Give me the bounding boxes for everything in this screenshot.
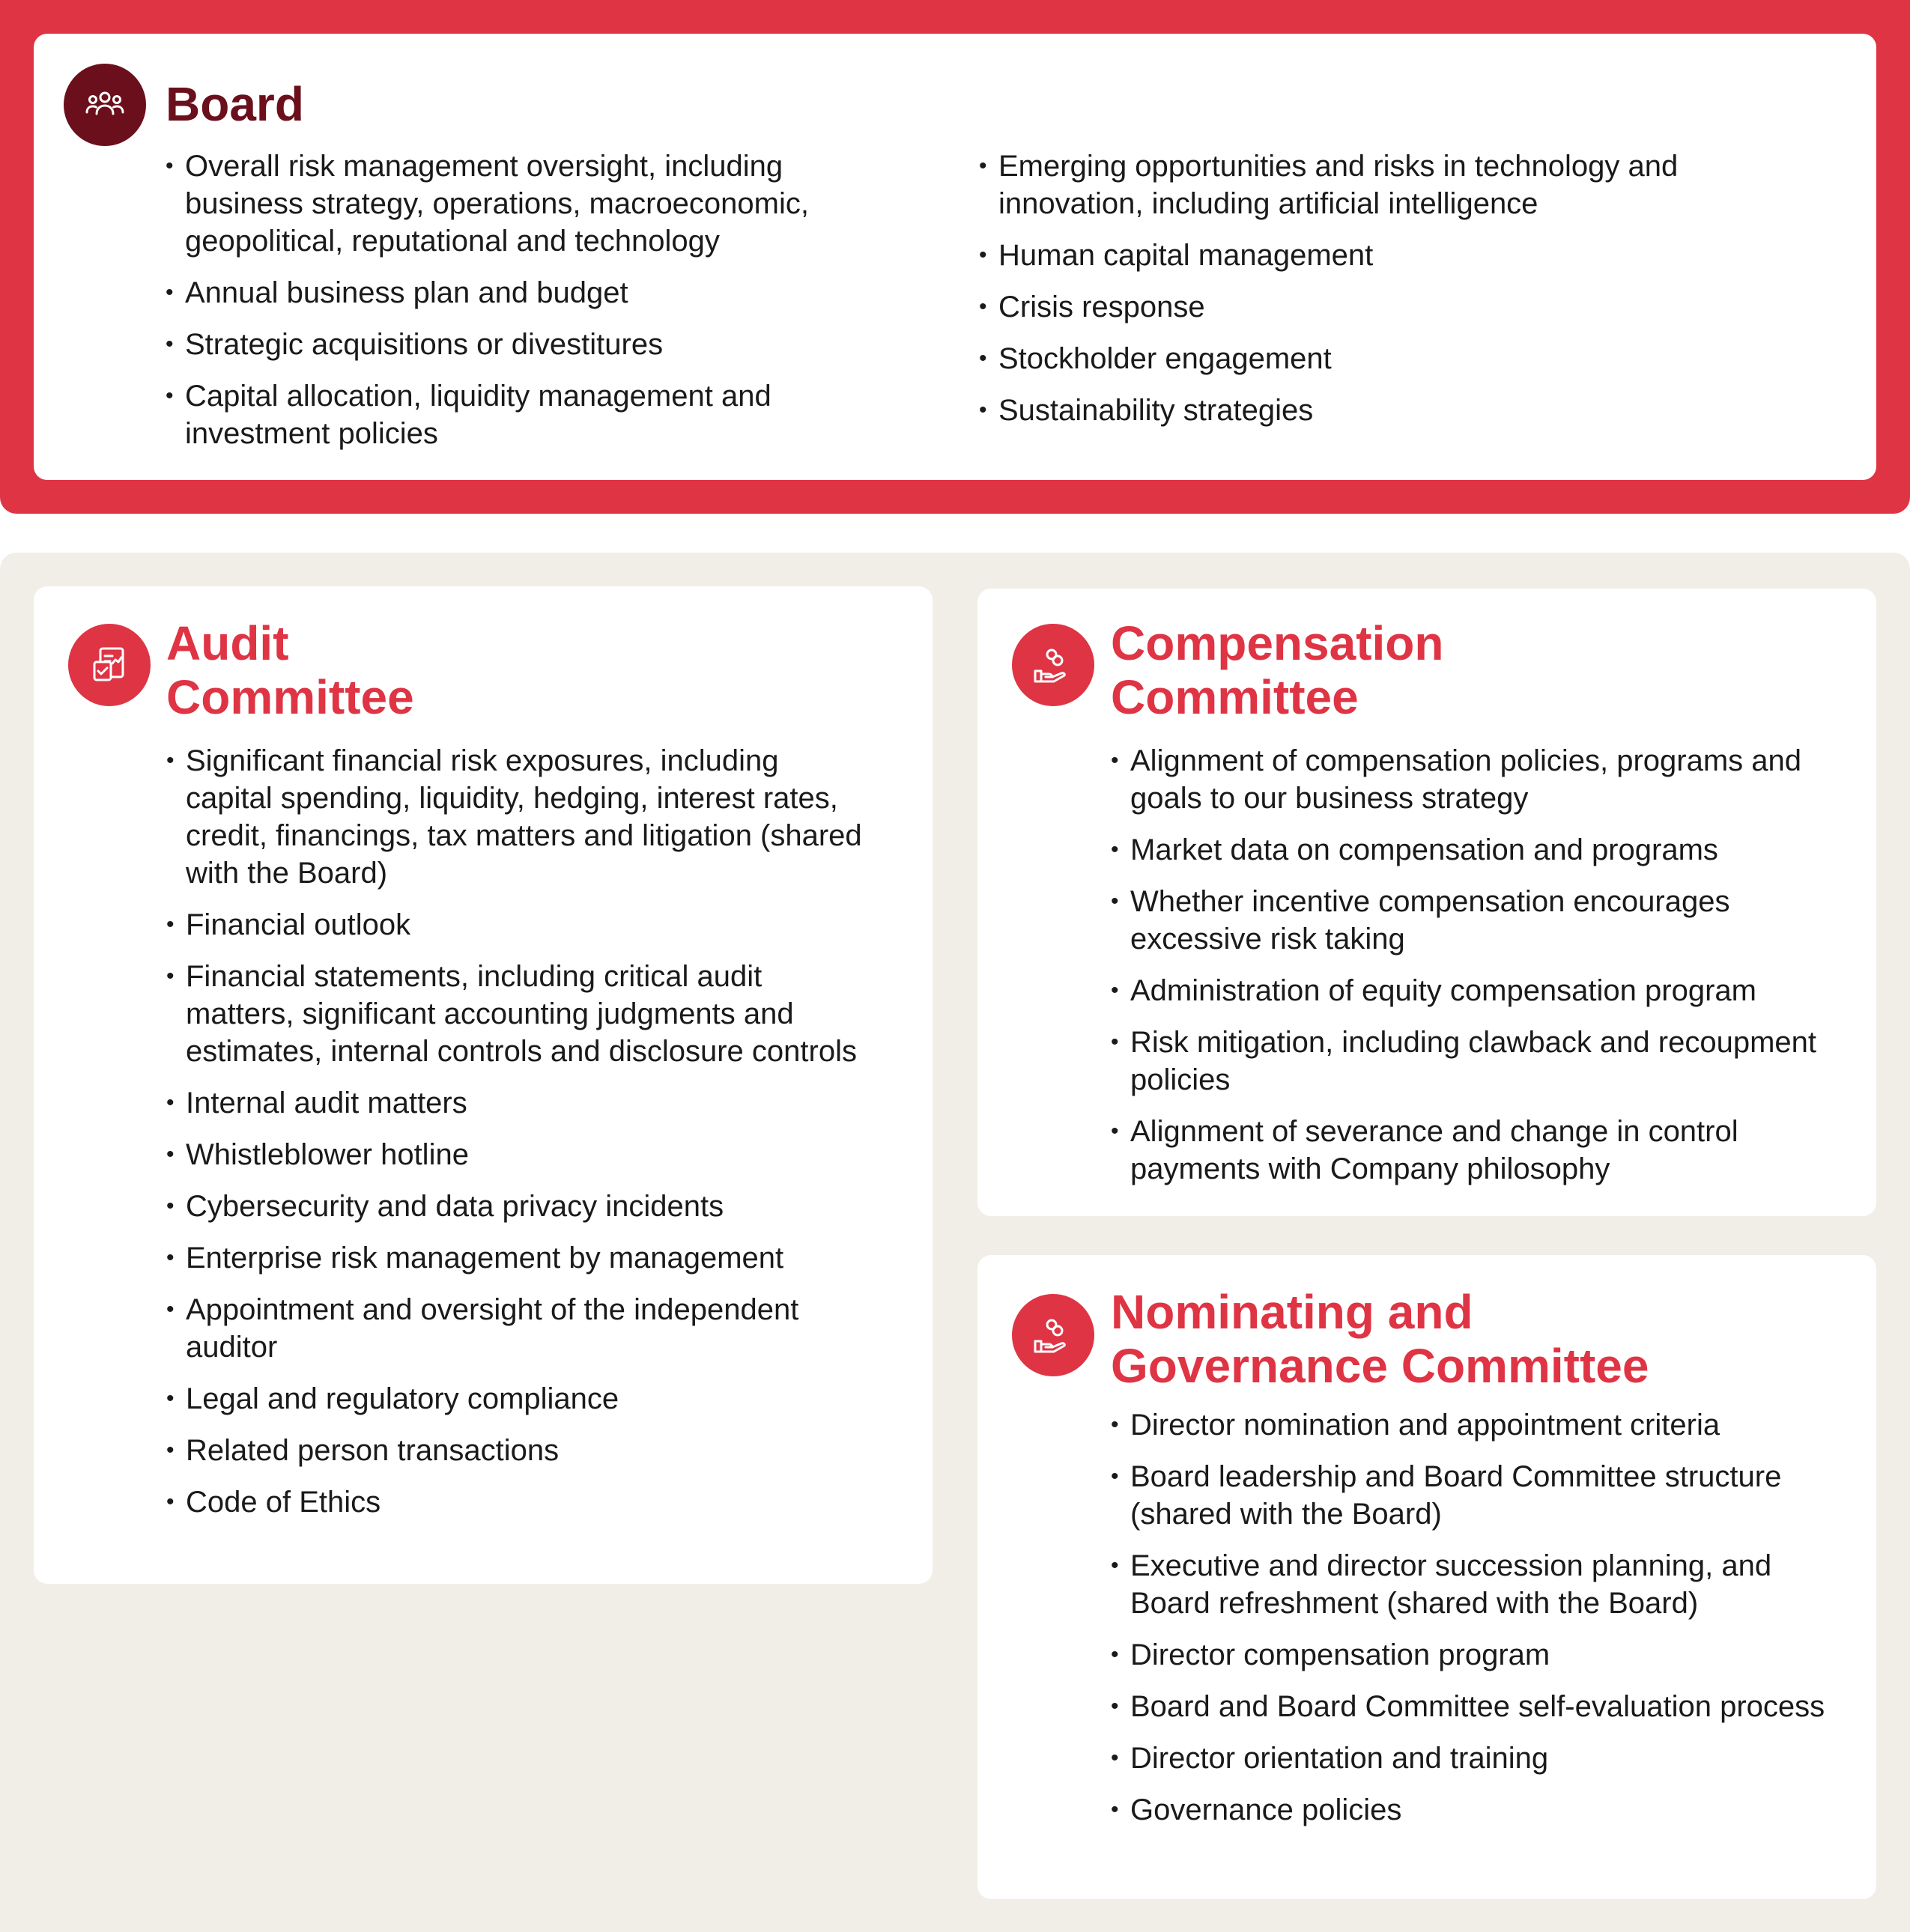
title-line: Audit — [166, 616, 289, 670]
list-item: • Financial statements, including critical audit matters, significant accounting judgments and estimates, internal controls and disclosure controls — [166, 958, 870, 1070]
list-item: • Significant financial risk exposures, including capital spending, liquidity, hedging, interest rates, credit, financings, tax matters and litigation (shared with the Board) — [166, 742, 870, 892]
title-line: Governance Committee — [1111, 1339, 1649, 1393]
list-item: • Cybersecurity and data privacy incidents — [166, 1188, 870, 1225]
list-item: • Administration of equity compensation program — [1111, 972, 1852, 1009]
list-item: • Board leadership and Board Committee structure (shared with the Board) — [1111, 1458, 1852, 1533]
list-item: • Risk mitigation, including clawback and recoupment policies — [1111, 1024, 1852, 1099]
list-item: • Crisis response — [979, 288, 1728, 326]
audit-checklist-icon — [68, 624, 151, 706]
list-item: • Alignment of compensation policies, programs and goals to our business strategy — [1111, 742, 1852, 817]
audit-committee-list — [166, 742, 870, 1535]
list-item: • Executive and director succession planning, and Board refreshment (shared with the Board) — [1111, 1547, 1852, 1622]
list-item: • Whistleblower hotline — [166, 1136, 870, 1173]
list-item: • Emerging opportunities and risks in technology and innovation, including artificial intelligence — [979, 148, 1728, 222]
board-list-left — [166, 148, 885, 467]
title-line: Committee — [166, 670, 414, 724]
board-title: Board — [166, 77, 304, 131]
list-item: • Annual business plan and budget — [166, 274, 885, 312]
nominating-governance-committee-list — [1111, 1406, 1852, 1843]
list-item: • Director compensation program — [1111, 1636, 1852, 1674]
list-item: • Market data on compensation and programs — [1111, 831, 1852, 869]
list-item: • Capital allocation, liquidity management and investment policies — [166, 377, 885, 452]
committees-panel — [0, 553, 1910, 1932]
title-line: Committee — [1111, 670, 1359, 724]
title-line: Nominating and — [1111, 1285, 1473, 1339]
list-item: • Related person transactions — [166, 1432, 870, 1469]
compensation-committee-list — [1111, 742, 1852, 1202]
compensation-committee-title — [1111, 616, 1443, 724]
list-item: • Director orientation and training — [1111, 1740, 1852, 1777]
list-item: • Human capital management — [979, 237, 1728, 274]
nominating-governance-committee-card — [977, 1255, 1876, 1899]
list-item: • Board and Board Committee self-evaluation process — [1111, 1688, 1852, 1725]
list-item: • Stockholder engagement — [979, 340, 1728, 377]
people-group-icon — [64, 64, 146, 146]
list-item: • Alignment of severance and change in control payments with Company philosophy — [1111, 1113, 1852, 1188]
board-section — [0, 0, 1910, 514]
board-card — [34, 34, 1876, 480]
board-list-right — [979, 148, 1728, 443]
list-item: • Legal and regulatory compliance — [166, 1380, 870, 1418]
list-item: • Sustainability strategies — [979, 392, 1728, 429]
hand-coins-icon — [1012, 624, 1094, 706]
list-item: • Internal audit matters — [166, 1084, 870, 1122]
audit-committee-title — [166, 616, 414, 724]
list-item: • Strategic acquisitions or divestitures — [166, 326, 885, 363]
list-item: • Director nomination and appointment criteria — [1111, 1406, 1852, 1444]
list-item: • Enterprise risk management by management — [166, 1239, 870, 1277]
nominating-governance-committee-title — [1111, 1285, 1649, 1393]
audit-committee-card — [34, 586, 933, 1584]
list-item: • Whether incentive compensation encourages excessive risk taking — [1111, 883, 1852, 958]
hand-coins-icon — [1012, 1294, 1094, 1376]
list-item: • Overall risk management oversight, including business strategy, operations, macroeconomic, geopolitical, reputational and technology — [166, 148, 885, 260]
list-item: • Governance policies — [1111, 1791, 1852, 1829]
list-item: • Appointment and oversight of the independent auditor — [166, 1291, 870, 1366]
title-line: Compensation — [1111, 616, 1444, 670]
list-item: • Financial outlook — [166, 906, 870, 944]
list-item: • Code of Ethics — [166, 1483, 870, 1521]
compensation-committee-card — [977, 589, 1876, 1216]
